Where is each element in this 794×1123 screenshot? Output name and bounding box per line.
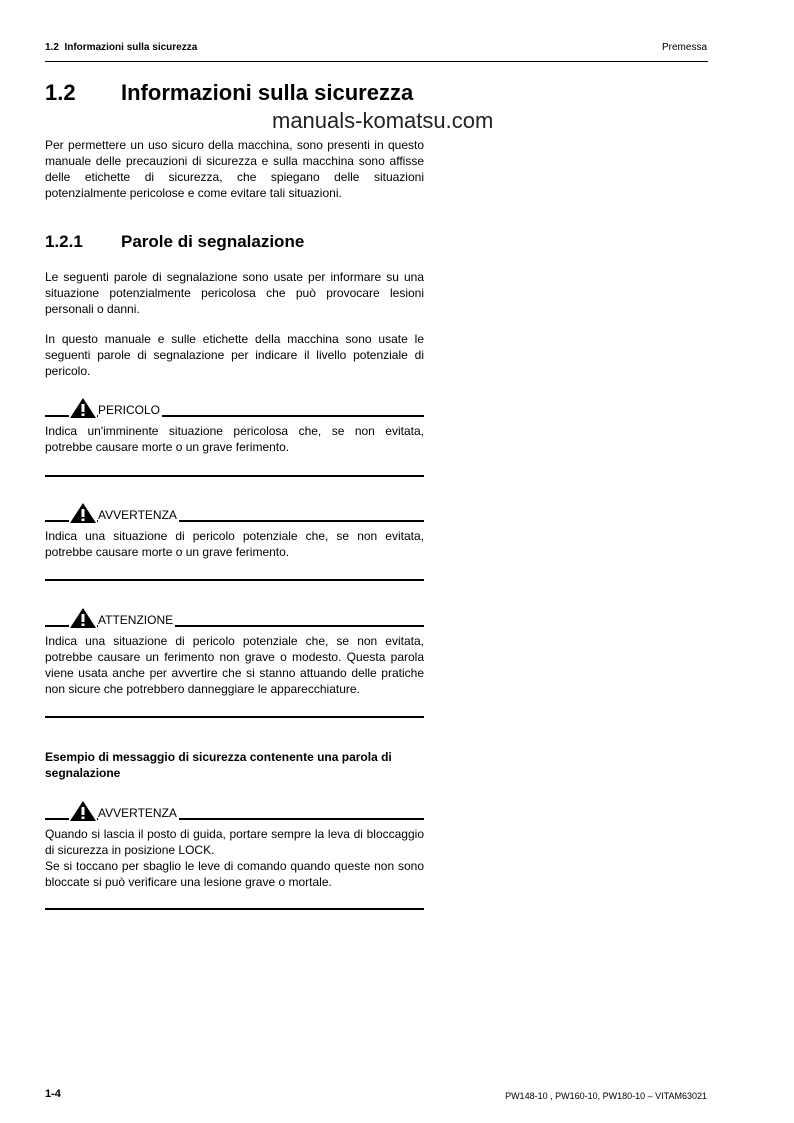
running-header-section: 1.2 Informazioni sulla sicurezza <box>45 42 198 53</box>
warning-avvertenza <box>45 503 424 560</box>
intro-paragraph: Per permettere un uso sicuro della macchina, sono presenti in questo manuale delle precauzioni di sicurezza e sulla macchina sono affisse delle etichette di sicurezza, che spiegano delle situazioni potenzialmente pericolose e come evitare tali situazioni. <box>45 138 424 200</box>
watermark: manuals-komatsu.com <box>272 108 494 133</box>
warning-triangle-icon <box>69 801 97 821</box>
warning-triangle-icon <box>69 503 97 523</box>
example-warning <box>45 801 424 890</box>
warning-triangle-icon <box>69 398 97 418</box>
page-number: 1-4 <box>45 1088 61 1100</box>
signal-word: AVVERTENZA <box>98 806 177 820</box>
paragraph: Le seguenti parole di segnalazione sono usate per informare su una situazione potenzialmente pericolosa che può provocare lesioni personali o danni. <box>45 270 424 316</box>
running-header-chapter: Premessa <box>661 42 707 53</box>
header-rule <box>45 61 708 62</box>
warning-text: Indica una situazione di pericolo potenziale che, se non evitata, potrebbe causare morte o un grave ferimento. <box>45 529 424 559</box>
page-title-number: 1.2 <box>45 80 76 105</box>
signal-word: AVVERTENZA <box>98 508 177 522</box>
footer-models: PW148-10 , PW160-10, PW180-10 – VITAM63021 <box>505 1091 707 1101</box>
signal-word: PERICOLO <box>98 403 161 417</box>
paragraph: In questo manuale e sulle etichette della macchina sono usate le seguenti parole di segnalazione per indicare il livello potenziale di pericolo. <box>45 332 424 378</box>
divider <box>45 579 424 581</box>
signal-word: ATTENZIONE <box>98 613 174 627</box>
divider <box>45 475 424 477</box>
divider <box>45 908 424 910</box>
warning-triangle-icon <box>69 608 97 628</box>
page-title: Informazioni sulla sicurezza <box>121 80 414 105</box>
warning-text: Indica una situazione di pericolo potenziale che, se non evitata, potrebbe causare un ferimento non grave o modesto. Questa parola viene usata anche per avvertire che si stanno attuando delle pratiche non sicure che potrebbero danneggiare le apparecchiature. <box>45 634 424 696</box>
warning-text: Quando si lascia il posto di guida, portare sempre la leva di bloccaggio di sicurezza in posizione LOCK. <box>45 827 424 857</box>
example-heading: Esempio di messaggio di sicurezza contenente una parola di segnalazione <box>45 750 392 780</box>
warning-text: Indica un'imminente situazione pericolosa che, se non evitata, potrebbe causare morte o un grave ferimento. <box>45 424 424 454</box>
subsection-title: Parole di segnalazione <box>121 232 305 251</box>
subsection-number: 1.2.1 <box>45 232 83 251</box>
divider <box>45 716 424 718</box>
warning-pericolo <box>45 398 424 455</box>
warning-attenzione <box>45 608 424 697</box>
warning-text: Se si toccano per sbaglio le leve di comando quando queste non sono bloccate si può verificare una lesione grave o mortale. <box>45 859 424 889</box>
